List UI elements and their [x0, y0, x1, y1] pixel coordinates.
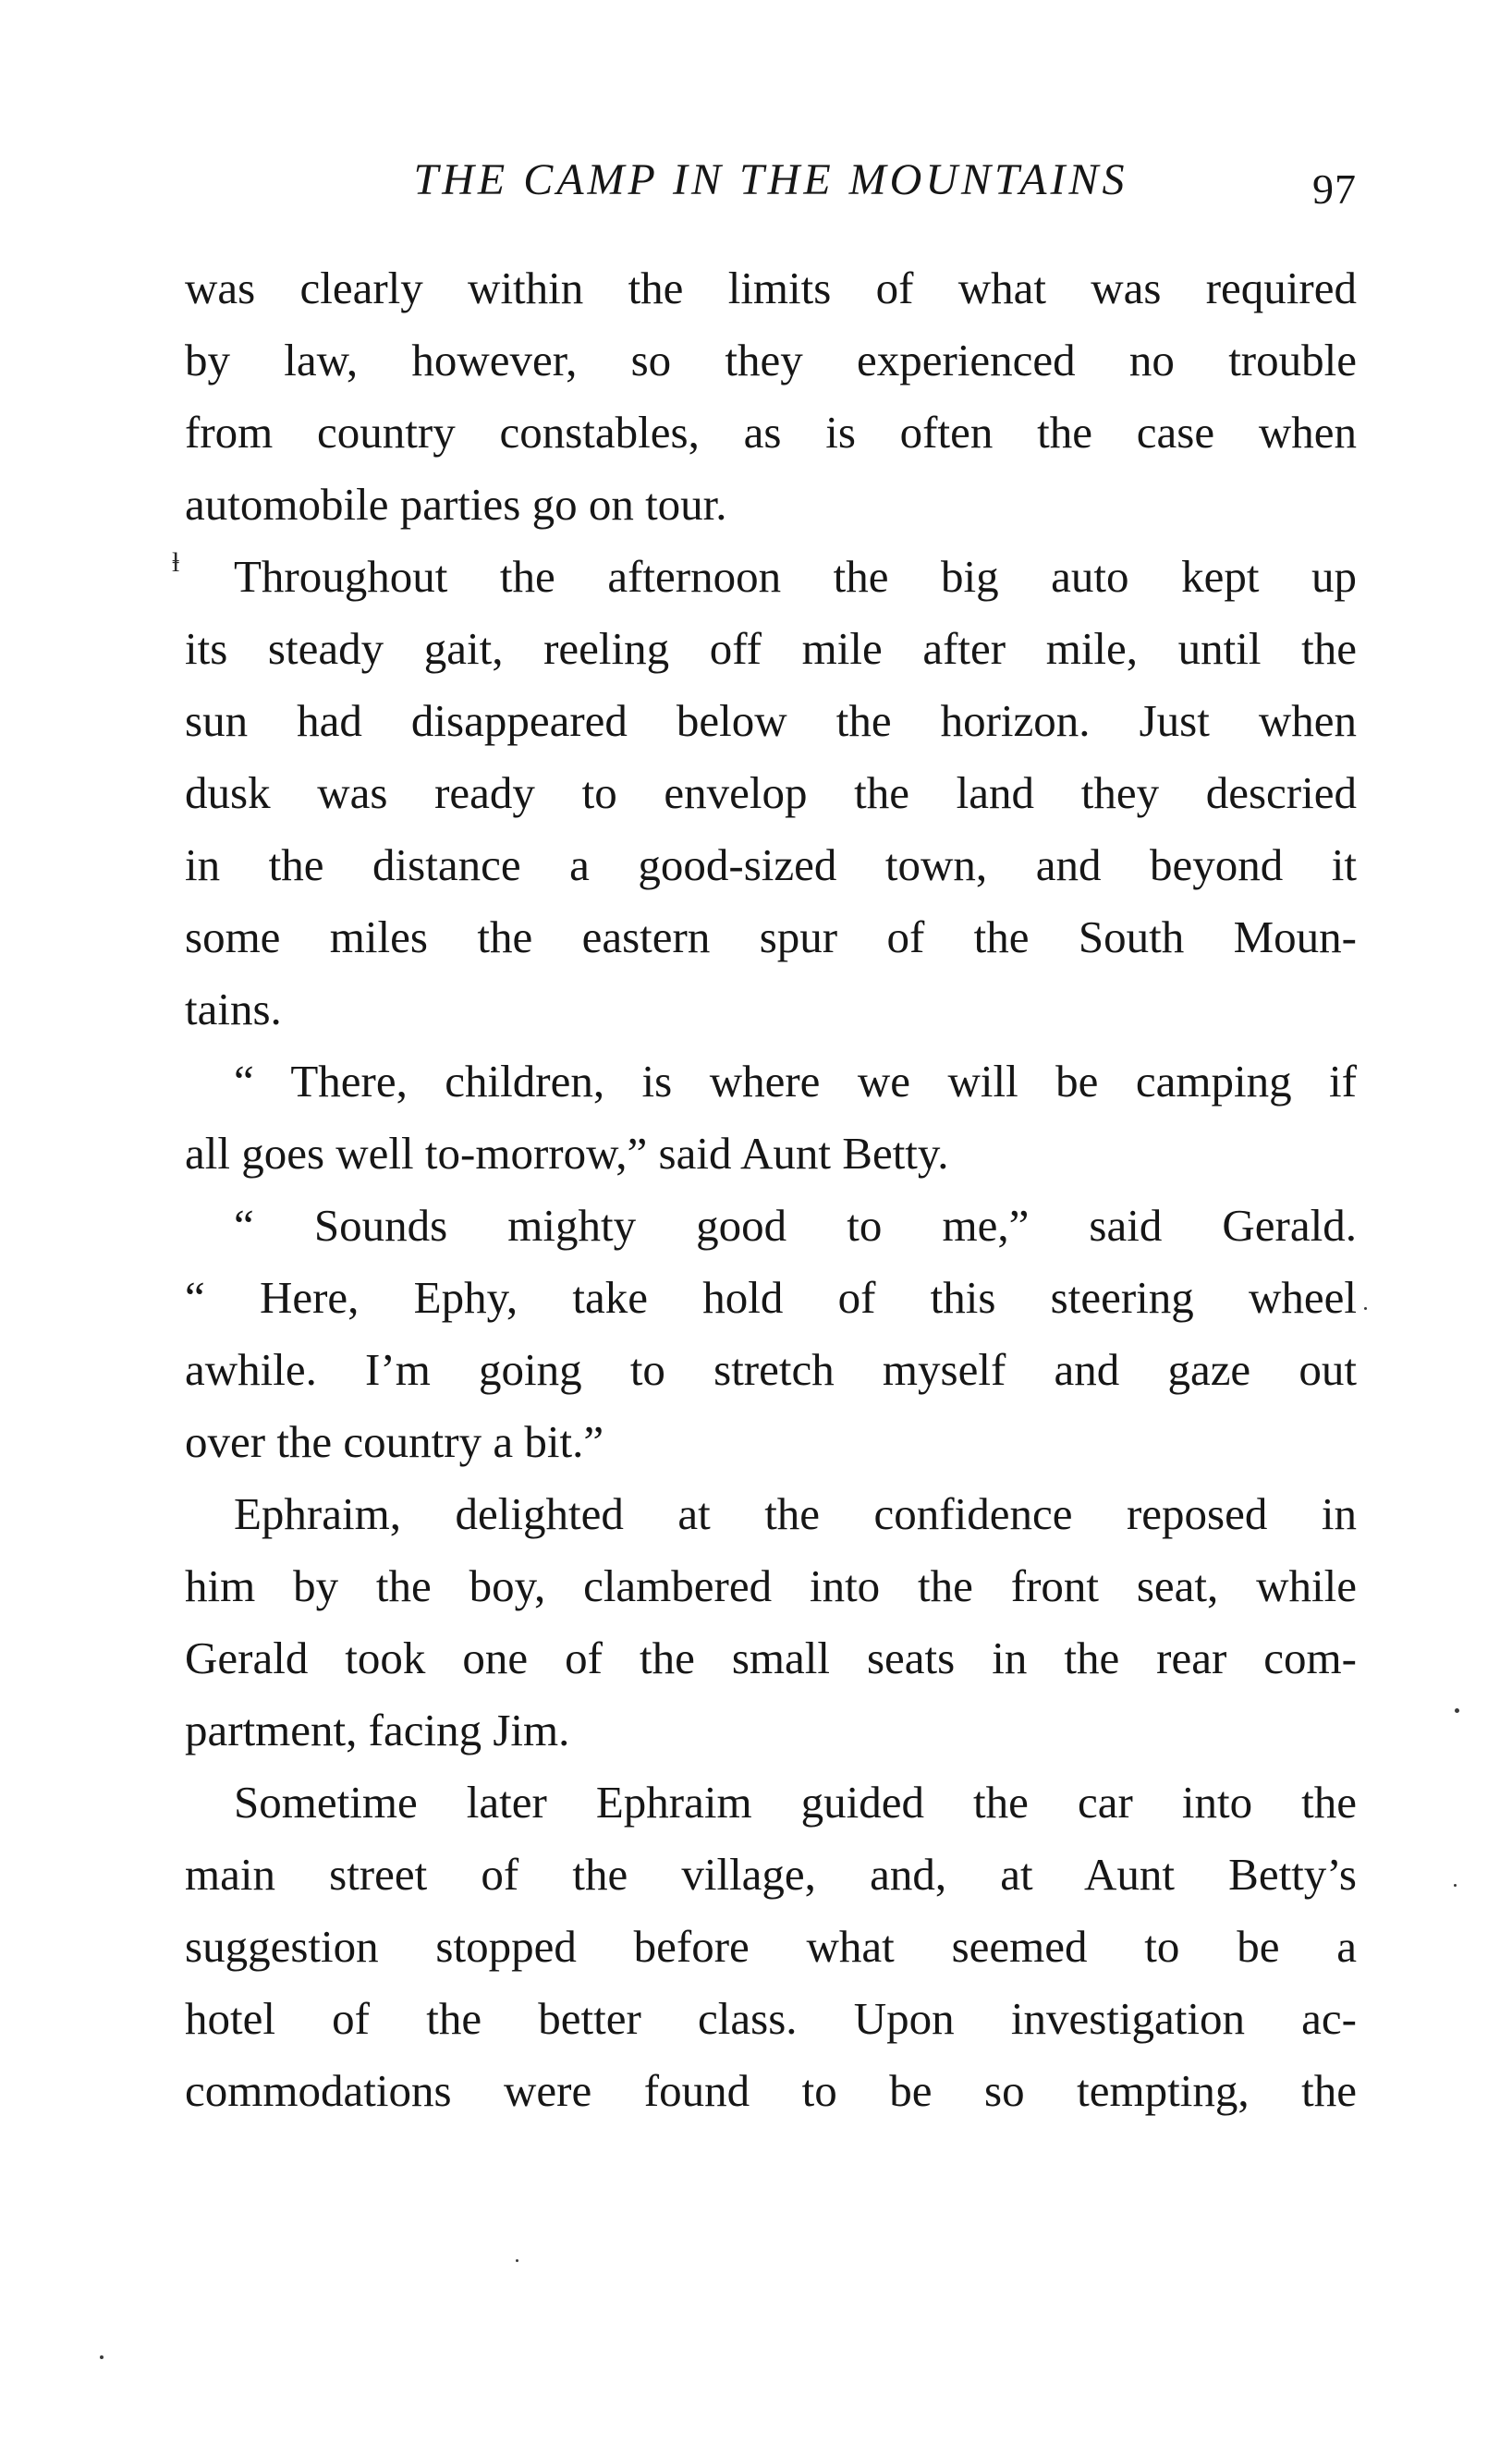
text-line: Throughout the afternoon the big auto kept up [234, 551, 1357, 602]
text-line: “ Here, Ephy, take hold of this steering wheel [185, 1272, 1357, 1323]
text-line: by law, however, so they experienced no trouble [185, 335, 1357, 385]
text-line: partment, facing Jim. [185, 1705, 570, 1755]
text-line: in the distance a good-sized town, and beyond it [185, 839, 1357, 890]
text-line: suggestion stopped before what seemed to be a [185, 1921, 1357, 1972]
text-line: its steady gait, reeling off mile after mile, until the [185, 623, 1357, 674]
scan-speck [516, 2259, 518, 2262]
text-line: Gerald took one of the small seats in the rear com- [185, 1633, 1357, 1683]
body-text [185, 252, 1357, 2127]
text-line: from country constables, as is often the case when [185, 407, 1357, 458]
text-line: hotel of the better class. Upon investigation ac- [185, 1993, 1357, 2044]
running-head [185, 148, 1357, 213]
text-line: “ There, children, is where we will be camping if [234, 1056, 1357, 1107]
text-line: main street of the village, and, at Aunt Betty’s [185, 1849, 1357, 1900]
text-line: tains. [185, 984, 282, 1034]
text-line: over the country a bit.” [185, 1416, 604, 1467]
text-line: dusk was ready to envelop the land they descried [185, 767, 1357, 818]
text-line: Ephraim, delighted at the confidence reposed in [234, 1488, 1357, 1539]
running-title: THE CAMP IN THE MOUNTAINS [413, 155, 1128, 204]
text-line: awhile. I’m going to stretch myself and gaze out [185, 1344, 1357, 1395]
text-line: sun had disappeared below the horizon. Just when [185, 695, 1357, 746]
scan-speck [1455, 1708, 1459, 1713]
text-line: him by the boy, clambered into the front seat, while [185, 1560, 1357, 1611]
text-line: some miles the eastern spur of the South Moun- [185, 911, 1357, 962]
text-line: was clearly within the limits of what was required [185, 263, 1357, 313]
scan-speck [1454, 1884, 1457, 1887]
scan-speck [1364, 1307, 1367, 1310]
page-number: 97 [1312, 165, 1357, 213]
text-line: commodations were found to be so tempting, the [185, 2065, 1357, 2116]
scan-speck [100, 2355, 104, 2359]
text-line: automobile parties go on tour. [185, 479, 727, 530]
margin-mark: ⱡ [172, 547, 180, 578]
text-line: all goes well to-morrow,” said Aunt Betty. [185, 1128, 949, 1179]
text-line: “ Sounds mighty good to me,” said Gerald. [234, 1200, 1357, 1251]
text-line: Sometime later Ephraim guided the car into the [234, 1777, 1357, 1828]
